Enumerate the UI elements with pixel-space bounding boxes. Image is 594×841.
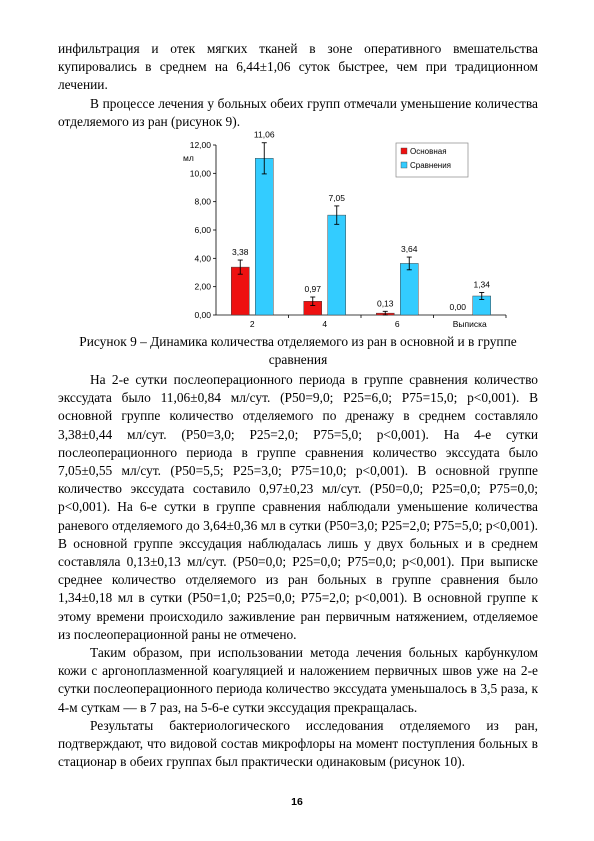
data-label: 11,06 [253, 129, 275, 140]
data-label: 0,97 [304, 284, 322, 295]
x-tick-label: Выписка [452, 319, 487, 330]
y-axis-label: мл [183, 152, 194, 163]
x-tick-label: 2 [249, 319, 255, 330]
y-tick-label: 8,00 [194, 196, 211, 207]
legend-swatch [401, 162, 407, 168]
y-tick-label: 2,00 [194, 281, 211, 292]
data-label: 0,13 [376, 298, 394, 309]
bar-comparison [328, 215, 346, 315]
legend-swatch [401, 148, 407, 154]
bar-comparison [400, 263, 418, 315]
data-label: 3,38 [231, 247, 249, 258]
bar-chart [183, 129, 513, 331]
y-tick-label: 6,00 [194, 225, 211, 236]
bar-comparison [255, 158, 273, 315]
paragraph-4: Таким образом, при использовании метода лечения больных карбункулом кожи с аргоноплазменной коагуляцией и наложением первичных швов уже на 2-е сутки послеоперационного периода количество экссудата уменьшалось в 3,5 раза, к 4-м суткам — в 7 раз, на 5-6-е сутки экссудация прекращалась. [58, 645, 538, 715]
y-tick-label: 0,00 [194, 310, 211, 321]
paragraph-2: В процессе лечения у больных обеих групп отмечали уменьшение количества отделяемого из ран (рисунок 9). [58, 95, 538, 129]
figure-caption: Рисунок 9 – Динамика количества отделяемого из ран в основной и в группе сравнения [79, 334, 517, 368]
x-tick-label: 4 [322, 319, 328, 330]
data-label: 1,34 [473, 279, 491, 290]
y-tick-label: 10,00 [189, 168, 211, 179]
x-tick-label: 6 [394, 319, 400, 330]
legend-label: Сравнения [410, 161, 452, 171]
data-label: 3,64 [400, 244, 418, 255]
data-label: 7,05 [328, 192, 346, 203]
y-tick-label: 12,00 [189, 140, 211, 151]
paragraph-1: инфильтрация и отек мягких тканей в зоне оперативного вмешательства купировались в среднем на 6,44±1,06 суток быстрее, чем при традиционном лечении. [58, 41, 538, 93]
page-content [58, 40, 538, 771]
paragraph-3: На 2-е сутки послеоперационного периода в группе сравнения количество экссудата было 11,06±0,84 мл/сут. (P50=9,0; P25=6,0; P75=15,0; p<0,001). В основной группе количество отделяемого по дренажу в среднем составляло 3,38±0,44 мл/сут. (P50=3,0; P25=2,0; P75=5,0; p<0,001). На 4-е сутки послеоперационного периода в группе сравнения количество экссудата было 7,05±0,55 мл/сут. (P50=5,5; P25=3,0; P75=10,0; p<0,001). В основной группе количество экссудата составило 0,97±0,23 мл/сут. (P50=0,0; P25=0,0; P75=0,0; p<0,001). На 6-е сутки в группе сравнения наблюдали уменьшение количества раневого отделяемого до 3,64±0,36 мл в сутки (P50=3,0; P25=2,0; P75=5,0; p<0,001). В основной группе экссудация наблюдалась лишь у двух больных и в среднем составляла 0,13±0,13 мл/сут. (P50=0,0; P25=0,0; P75=0,0; p<0,001). При выписке среднее количество отделяемого из ран больных в группе сравнения было 1,34±0,18 мл в сутки (P50=1,0; P25=0,0; P75=2,0; p<0,001). В основной группе к этому времени происходило заживление ран первичным натяжением, отделяемое из послеоперационной раны не отмечено. [58, 372, 538, 642]
y-tick-label: 4,00 [194, 253, 211, 264]
legend-label: Основная [410, 147, 447, 157]
data-label: 0,00 [449, 302, 467, 313]
figure-9 [58, 129, 538, 331]
page-number: 16 [291, 796, 303, 808]
paragraph-5: Результаты бактериологического исследования отделяемого из ран, подтверждают, что видовой состав микрофлоры на момент поступления больных в стационар в обеих группах был практически одинаковым (рисунок 10). [58, 717, 538, 770]
